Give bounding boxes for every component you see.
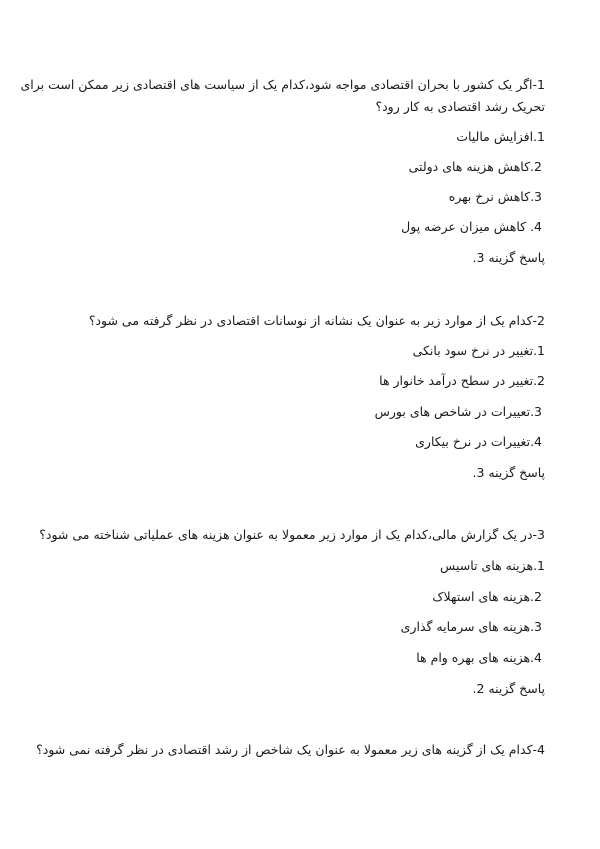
question-1-text-line1: 1-اگر یک کشور با بحران اقتصادی مواجه شود،کدام یک از سیاست های اقتصادی زیر ممکن است برای [20, 77, 545, 92]
question-1-option-1: 1.افزایش مالیات [456, 129, 545, 144]
question-4-text: 4-کدام یک از گزینه های زیر معمولا به عنوان یک شاخص از رشد اقتصادی در نظر گرفته نمی شود؟ [36, 742, 545, 757]
question-1-text-line2: تحریک رشد اقتصادی به کار رود؟ [375, 99, 545, 114]
question-2-option-3: 3.تعییرات در شاخص های بورس [374, 404, 542, 419]
question-2-text: 2-کدام یک از موارد زیر به عنوان یک نشانه از نوسانات اقتصادی در نظر گرفته می شود؟ [88, 313, 545, 328]
question-2-option-4: 4.تغییرات در نرخ بیکاری [415, 434, 542, 449]
question-1-option-4: 4. کاهش میزان عرضه پول [401, 219, 542, 234]
question-3-option-3: 3.هزینه های سرمایه گذاری [400, 619, 542, 634]
question-1-option-3: 3.کاهش نرخ بهره [448, 189, 542, 204]
question-3-option-1: 1.هزینه های تاسیس [440, 558, 545, 573]
question-1-option-2: 2.کاهش هزینه های دولتی [408, 159, 542, 174]
question-2-option-1: 1.تغییر در نرخ سود بانکی [412, 343, 545, 358]
question-2-answer: پاسخ گزینه 3. [472, 465, 545, 480]
question-1-answer: پاسخ گزینه 3. [472, 250, 545, 265]
question-3-text: 3-در یک گزارش مالی،کدام یک از موارد زیر معمولا به عنوان هزینه های عملیاتی شناخته می شود؟ [39, 527, 545, 542]
question-2-option-2: 2.تغییر در سطح درآمد خانوار ها [379, 373, 545, 388]
question-3-answer: پاسخ گزینه 2. [472, 681, 545, 696]
question-3-option-4: 4.هزینه های بهره وام ها [416, 650, 542, 665]
question-3-option-2: 2.هزینه های استهلاک [432, 589, 542, 604]
